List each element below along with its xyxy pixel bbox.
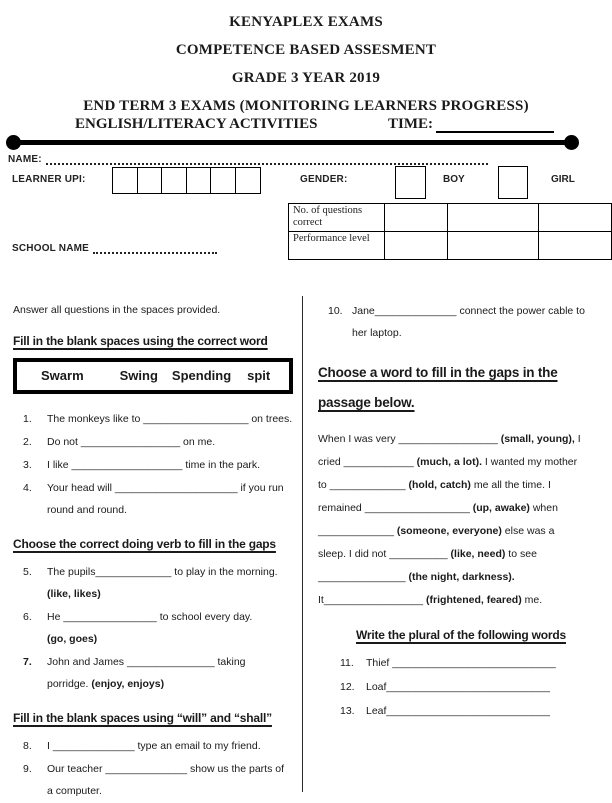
text-segment: a computer. [47, 785, 102, 797]
text-segment: (hold, catch) [408, 479, 471, 491]
text-segment: (like, need) [450, 548, 506, 560]
question-line [366, 652, 604, 675]
section1-questions [13, 408, 295, 521]
question-item [23, 758, 295, 802]
text-segment: When I was very _________________ [318, 433, 501, 445]
rule-bar [14, 140, 568, 145]
question-item [23, 477, 295, 521]
text-segment: cried ____________ [318, 456, 417, 468]
text-segment: Our teacher ______________ show us the parts of [47, 763, 284, 775]
question-line [47, 431, 295, 453]
exam-title-line4: END TERM 3 EXAMS (MONITORING LEARNERS PROGRESS) [83, 98, 529, 114]
question-item [23, 735, 295, 757]
score-cell[interactable] [539, 204, 612, 232]
text-segment: The monkeys like to __________________ on trees. [47, 413, 293, 425]
question-line [47, 408, 295, 430]
text-segment: (enjoy, enjoys) [91, 678, 165, 690]
question-body [47, 561, 295, 605]
exam-title-line3: GRADE 3 YEAR 2019 [231, 70, 381, 86]
question-body [47, 408, 295, 430]
rule-right-dot [564, 135, 579, 150]
exam-title-block [0, 8, 612, 120]
question-body [47, 651, 295, 695]
subject-title: ENGLISH/LITERACY ACTIVITIES [75, 116, 318, 132]
boy-checkbox[interactable] [395, 166, 426, 199]
word-bank-word: spit [247, 368, 271, 383]
question-item [340, 652, 604, 675]
boy-label: BOY [443, 174, 465, 185]
question-line [47, 561, 295, 583]
question-line [47, 780, 295, 802]
text-segment: He ________________ to school every day. [47, 611, 253, 623]
section2-heading: Choose the correct doing verb to fill in the gaps [13, 537, 276, 551]
girl-label: GIRL [551, 174, 575, 185]
passage-line [318, 451, 604, 474]
score-cell[interactable] [384, 204, 447, 232]
question-number: 5. [23, 566, 32, 578]
school-name-label: SCHOOL NAME [12, 243, 90, 254]
upi-box[interactable] [137, 167, 163, 194]
question-item [340, 700, 604, 723]
question-line [366, 700, 604, 723]
passage-text [318, 428, 604, 612]
question-number: 4. [23, 482, 32, 494]
text-segment: Jane______________ connect the power cable to [352, 305, 585, 317]
question-body [47, 477, 295, 521]
question-item [23, 606, 295, 650]
school-name-row [12, 240, 217, 254]
question-item [23, 431, 295, 453]
question-body [47, 454, 295, 476]
question-line [47, 606, 295, 628]
text-segment: (someone, everyone) [396, 525, 502, 537]
question-line [352, 300, 604, 322]
plural-heading: Write the plural of the following words [356, 628, 566, 642]
instructions-text: Answer all questions in the spaces provided. [13, 304, 221, 316]
passage-line [318, 589, 604, 612]
header-divider-rule [0, 135, 612, 151]
text-segment: It_________________ [318, 594, 427, 606]
question-item [328, 300, 604, 344]
learner-upi-label: LEARNER UPI: [12, 174, 86, 185]
text-segment: Loaf____________________________ [366, 681, 550, 693]
question-number: 12. [340, 681, 355, 693]
question-line [366, 676, 604, 699]
time-label: TIME: [388, 116, 433, 132]
question-number: 2. [23, 436, 32, 448]
text-segment: The pupils_____________ to play in the morning. [47, 566, 278, 578]
left-column [13, 300, 295, 803]
text-segment: (go, goes) [47, 633, 98, 645]
question-number: 9. [23, 763, 32, 775]
score-cell[interactable] [539, 232, 612, 260]
text-segment: _______________ [318, 571, 409, 583]
exam-title-line2: COMPETENCE BASED ASSESMENT [175, 42, 437, 58]
question-item [23, 408, 295, 430]
plural-list [318, 652, 604, 723]
question-body [366, 676, 604, 699]
passage-line [318, 497, 604, 520]
text-segment: (the night, darkness). [408, 571, 515, 583]
question-line [47, 673, 295, 695]
word-bank-word: Swarm [41, 368, 84, 383]
score-table-row [289, 232, 612, 260]
question-item [23, 651, 295, 695]
word-bank-word: Spending [171, 368, 232, 383]
upi-box[interactable] [161, 167, 187, 194]
text-segment: Do not _________________ on me. [47, 436, 216, 448]
question-number: 8. [23, 740, 32, 752]
score-row-label: No. of questions correct [289, 204, 385, 232]
passage-line [318, 428, 604, 451]
question-number: 7. [23, 656, 32, 668]
learner-upi-boxes [112, 167, 259, 194]
text-segment: (small, young), [500, 433, 575, 445]
score-row-label: Performance level [289, 232, 385, 260]
question-item [23, 561, 295, 605]
question-number: 11. [340, 657, 354, 669]
text-segment: Leaf____________________________ [366, 705, 550, 717]
question-number: 1. [23, 413, 32, 425]
text-segment: Your head will _____________________ if you run [47, 482, 284, 494]
passage-line [318, 520, 604, 543]
text-segment: when [529, 502, 558, 514]
text-segment: to _____________ [318, 479, 409, 491]
question-number: 6. [23, 611, 32, 623]
text-segment: Thief ____________________________ [366, 657, 556, 669]
question-body [47, 431, 295, 453]
name-label: NAME: [8, 154, 42, 165]
text-segment: John and James _______________ taking [47, 656, 246, 668]
text-segment: I [574, 433, 581, 445]
name-row [8, 151, 488, 165]
section2-questions [13, 561, 295, 695]
text-segment: _____________ [318, 525, 397, 537]
word-bank-word: Swing [119, 368, 158, 383]
text-segment: to see [505, 548, 537, 560]
section1-heading: Fill in the blank spaces using the correct word [13, 334, 268, 348]
name-fill-line[interactable] [46, 151, 488, 165]
text-segment: her laptop. [352, 327, 402, 339]
question-line [47, 583, 295, 605]
text-segment: (up, awake) [472, 502, 530, 514]
school-name-fill-line[interactable] [93, 240, 217, 254]
text-segment: porridge. [47, 678, 92, 690]
text-segment: I wanted my mother [482, 456, 578, 468]
text-segment: me all the time. I [470, 479, 551, 491]
text-segment: (frightened, feared) [426, 594, 522, 606]
question-body [366, 652, 604, 675]
question-number: 3. [23, 459, 32, 471]
upi-box[interactable] [235, 167, 261, 194]
question-line [47, 735, 295, 757]
question-body [47, 735, 295, 757]
passage-line [318, 543, 604, 566]
text-segment: (much, a lot). [416, 456, 483, 468]
column-divider [302, 296, 303, 792]
question-body [366, 700, 604, 723]
score-cell[interactable] [447, 204, 539, 232]
text-segment: sleep. I did not __________ [318, 548, 451, 560]
score-table [288, 203, 612, 260]
text-segment: (like, likes) [47, 588, 101, 600]
passage-line [318, 566, 604, 589]
text-segment: I like ___________________ time in the park. [47, 459, 261, 471]
question-line [47, 628, 295, 650]
question-body [47, 758, 295, 802]
passage-line [318, 474, 604, 497]
question-body [352, 300, 604, 344]
question-line [47, 477, 295, 499]
question-line [47, 499, 295, 521]
gender-label: GENDER: [300, 174, 348, 185]
question-line [47, 758, 295, 780]
girl-checkbox[interactable] [498, 166, 528, 199]
text-segment: I ______________ type an email to my friend. [47, 740, 261, 752]
exam-title-line1: KENYAPLEX EXAMS [229, 14, 383, 30]
question-line [47, 454, 295, 476]
time-blank-line[interactable] [436, 130, 554, 133]
text-segment: else was a [501, 525, 555, 537]
text-segment: remained __________________ [318, 502, 473, 514]
score-cell[interactable] [384, 232, 447, 260]
question-line [352, 322, 604, 344]
question-item [23, 454, 295, 476]
passage-heading: Choose a word to fill in the gaps in the passage below. [318, 365, 558, 410]
upi-box[interactable] [112, 167, 138, 194]
question-body [47, 606, 295, 650]
upi-box[interactable] [186, 167, 212, 194]
question-item [340, 676, 604, 699]
section3-heading: Fill in the blank spaces using “will” and “shall” [13, 711, 272, 725]
question-number: 13. [340, 705, 355, 717]
upi-box[interactable] [210, 167, 236, 194]
question-number: 10. [328, 305, 343, 317]
word-bank-box [13, 358, 293, 394]
score-table-row [289, 204, 612, 232]
text-segment: round and round. [47, 504, 127, 516]
score-cell[interactable] [447, 232, 539, 260]
text-segment: me. [521, 594, 543, 606]
question-line [47, 651, 295, 673]
question10-container [318, 300, 604, 344]
right-column [318, 300, 604, 724]
